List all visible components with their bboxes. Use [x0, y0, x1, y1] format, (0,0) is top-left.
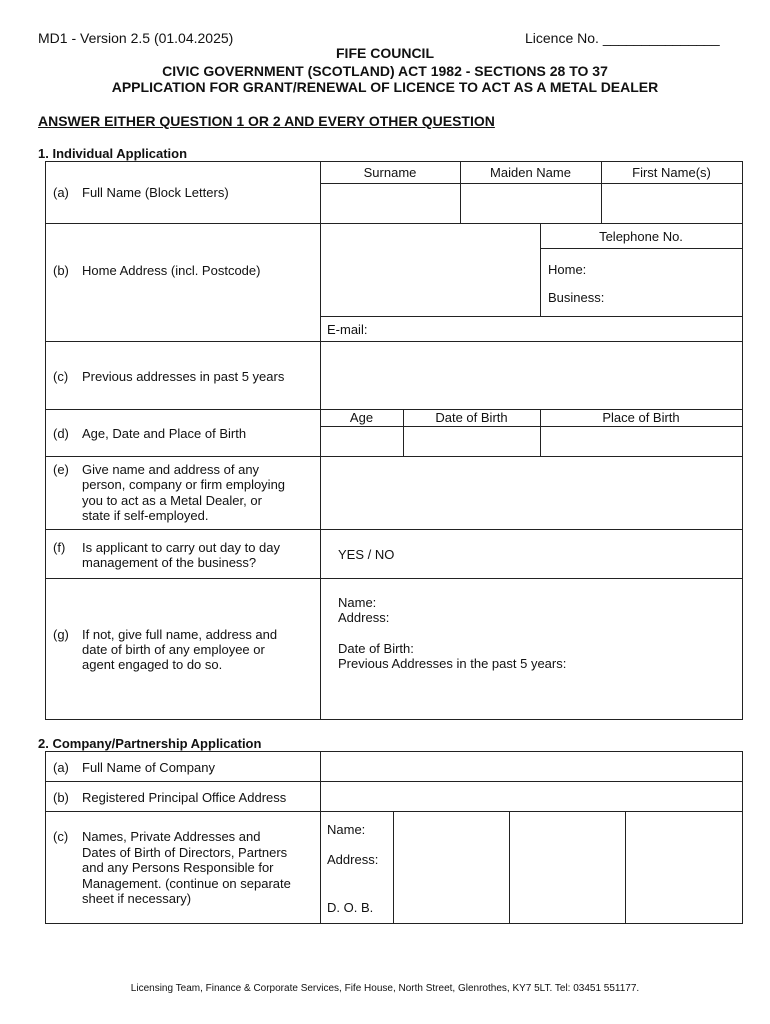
- section-2-title: 2. Company/Partnership Application: [38, 736, 262, 751]
- surname-header: Surname: [363, 165, 417, 180]
- s1-a-label: Full Name (Block Letters): [82, 185, 229, 200]
- s2-b-label: Registered Principal Office Address: [82, 790, 287, 805]
- instruction-heading: ANSWER EITHER QUESTION 1 OR 2 AND EVERY OTHER QUESTION: [38, 113, 495, 129]
- home-phone-field[interactable]: Home:: [548, 262, 587, 277]
- s2-c-line: Management. (continue on separate: [82, 876, 291, 891]
- s1-e-line: state if self-employed.: [82, 508, 209, 523]
- s1-e-line: you to act as a Metal Dealer, or: [82, 493, 262, 508]
- s1-e-line: Give name and address of any: [82, 462, 260, 477]
- dob-header: Date of Birth: [435, 410, 508, 425]
- director-column-2-input[interactable]: [510, 812, 625, 923]
- maiden-name-input[interactable]: [461, 184, 601, 223]
- employee-address-field[interactable]: Address:: [338, 610, 390, 625]
- council-title: FIFE COUNCIL: [336, 45, 434, 61]
- employee-name-field[interactable]: Name:: [338, 595, 377, 610]
- licence-number-field[interactable]: Licence No. _______________: [525, 30, 720, 46]
- director-address-label: Address:: [327, 852, 379, 867]
- section-1-title: 1. Individual Application: [38, 146, 188, 161]
- dob-input[interactable]: [404, 427, 540, 456]
- age-header: Age: [349, 410, 374, 425]
- act-title: CIVIC GOVERNMENT (SCOTLAND) ACT 1982 - SECTIONS 28 TO 37: [162, 63, 608, 79]
- pob-input[interactable]: [541, 427, 742, 456]
- s1-c-letter: (c): [53, 369, 69, 384]
- s1-f-letter: (f): [53, 540, 66, 555]
- s1-g-line: date of birth of any employee or: [82, 642, 265, 657]
- previous-addresses-input[interactable]: [321, 342, 742, 409]
- director-column-3-input[interactable]: [626, 812, 742, 923]
- surname-input[interactable]: [321, 184, 460, 223]
- s1-b-label: Home Address (incl. Postcode): [82, 263, 261, 278]
- footer-contact: Licensing Team, Finance & Corporate Services, Fife House, North Street, Glenrothes, KY7 5LT. Tel: 03451 551177.: [130, 983, 640, 994]
- employee-prev-addresses-field[interactable]: Previous Addresses in the past 5 years:: [338, 656, 567, 671]
- company-name-input[interactable]: [321, 752, 742, 781]
- s1-f-line: Is applicant to carry out day to day: [82, 540, 280, 555]
- office-address-input[interactable]: [321, 782, 742, 811]
- s1-d-label: Age, Date and Place of Birth: [82, 426, 247, 441]
- s1-f-line: management of the business?: [82, 555, 257, 570]
- first-names-input[interactable]: [602, 184, 742, 223]
- employer-input[interactable]: [321, 457, 742, 529]
- maiden-name-header: Maiden Name: [490, 165, 571, 180]
- first-names-header: First Name(s): [632, 165, 711, 180]
- email-field[interactable]: E-mail:: [327, 322, 368, 337]
- s1-b-letter: (b): [53, 263, 69, 278]
- yes-no-choice[interactable]: YES / NO: [338, 547, 395, 562]
- s2-b-letter: (b): [53, 790, 69, 805]
- s2-a-letter: (a): [53, 760, 69, 775]
- director-name-label: Name:: [327, 822, 366, 837]
- home-address-input[interactable]: [321, 224, 540, 316]
- s1-d-letter: (d): [53, 426, 69, 441]
- business-phone-field[interactable]: Business:: [548, 290, 605, 305]
- s1-e-line: person, company or firm employing: [82, 477, 286, 492]
- s2-c-line: Dates of Birth of Directors, Partners: [82, 845, 288, 860]
- s2-c-letter: (c): [53, 829, 69, 844]
- form-version: MD1 - Version 2.5 (01.04.2025): [38, 30, 234, 46]
- age-input[interactable]: [321, 427, 403, 456]
- director-column-1-input[interactable]: [394, 812, 509, 923]
- s2-c-line: Names, Private Addresses and: [82, 829, 261, 844]
- s2-c-line: and any Persons Responsible for: [82, 860, 274, 875]
- s1-g-letter: (g): [53, 627, 69, 642]
- s1-g-line: agent engaged to do so.: [82, 657, 223, 672]
- s2-a-label: Full Name of Company: [82, 760, 215, 775]
- telephone-header: Telephone No.: [599, 229, 683, 244]
- pob-header: Place of Birth: [602, 410, 680, 425]
- s1-a-letter: (a): [53, 185, 69, 200]
- employee-dob-field[interactable]: Date of Birth:: [338, 641, 414, 656]
- s1-g-line: If not, give full name, address and: [82, 627, 278, 642]
- director-dob-label: D. O. B.: [327, 900, 374, 915]
- s2-c-line: sheet if necessary): [82, 891, 192, 906]
- application-title: APPLICATION FOR GRANT/RENEWAL OF LICENCE TO ACT AS A METAL DEALER: [111, 79, 659, 95]
- s1-c-label: Previous addresses in past 5 years: [82, 369, 285, 384]
- s1-e-letter: (e): [53, 462, 69, 477]
